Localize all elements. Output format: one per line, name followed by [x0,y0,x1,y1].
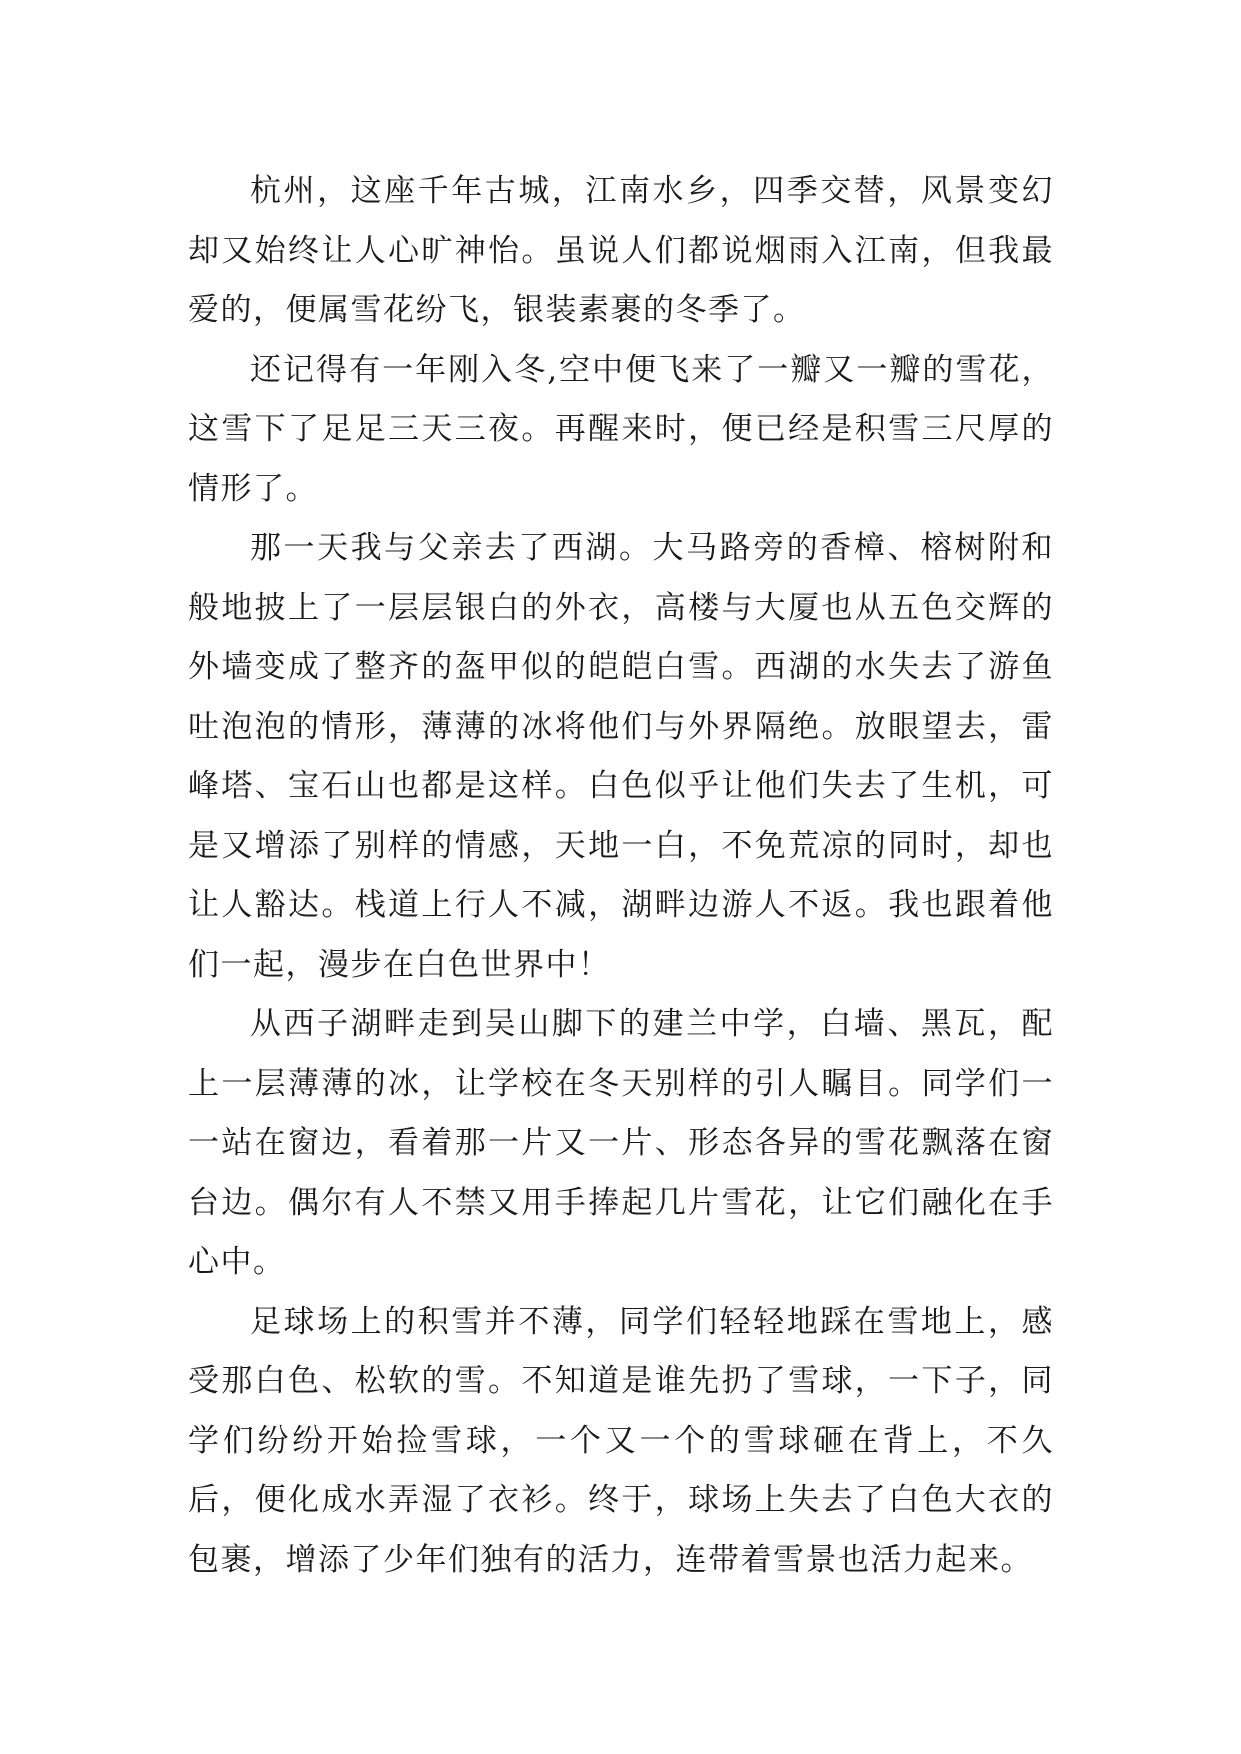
document-body [188,162,1054,1590]
paragraph-5: 足球场上的积雪并不薄，同学们轻轻地踩在雪地上，感受那白色、松软的雪。不知道是谁先扔了雪球，一下子，同学们纷纷开始捡雪球，一个又一个的雪球砸在背上，不久后，便化成水弄湿了衣衫。终于，球场上失去了白色大衣的包裹，增添了少年们独有的活力，连带着雪景也活力起来。 [188,1303,1054,1578]
paragraph-4: 从西子湖畔走到吴山脚下的建兰中学，白墙、黑瓦，配上一层薄薄的冰，让学校在冬天别样的引人瞩目。同学们一一站在窗边，看着那一片又一片、形态各异的雪花飘落在窗台边。偶尔有人不禁又用手捧起几片雪花，让它们融化在手心中。 [188,1006,1054,1280]
paragraph-2: 还记得有一年刚入冬,空中便飞来了一瓣又一瓣的雪花，这雪下了足足三天三夜。再醒来时，便已经是积雪三尺厚的情形了。 [188,351,1054,507]
paragraph-1: 杭州，这座千年古城，江南水乡，四季交替，风景变幻却又始终让人心旷神怡。虽说人们都说烟雨入江南，但我最爱的，便属雪花纷飞，银装素裹的冬季了。 [188,173,1054,328]
paragraph-3: 那一天我与父亲去了西湖。大马路旁的香樟、榕树附和般地披上了一层层银白的外衣，高楼与大厦也从五色交辉的外墙变成了整齐的盔甲似的皑皑白雪。西湖的水失去了游鱼吐泡泡的情形，薄薄的冰将他们与外界隔绝。放眼望去，雷峰塔、宝石山也都是这样。白色似乎让他们失去了生机，可是又增添了别样的情感，天地一白，不免荒凉的同时，却也让人豁达。栈道上行人不减，湖畔边游人不返。我也跟着他们一起，漫步在白色世界中！ [188,530,1054,983]
